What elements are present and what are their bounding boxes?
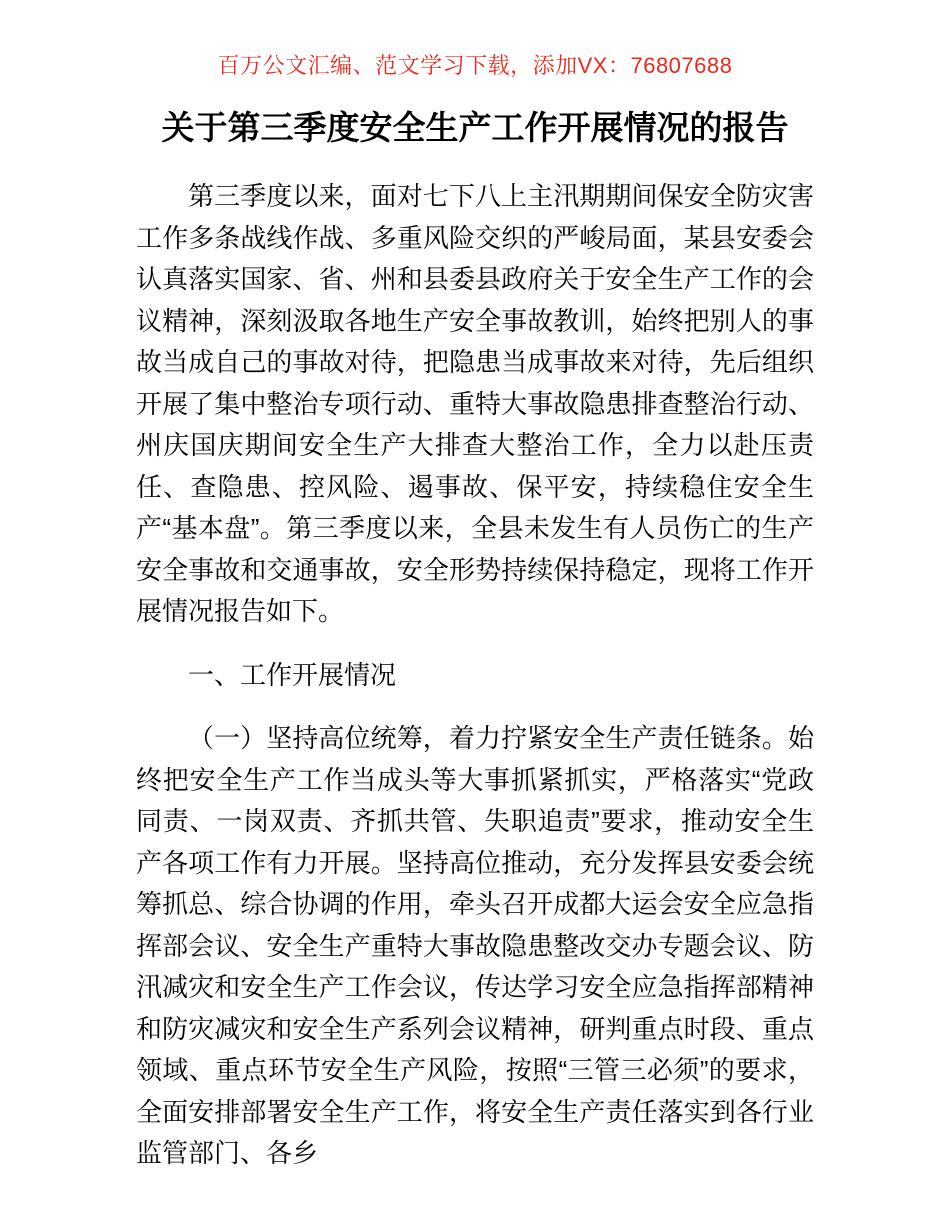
paragraph-section-1: （一）坚持高位统筹，着力拧紧安全生产责任链条。始终把安全生产工作当成头等大事抓紧抓实，严格落实“党政同责、一岗双责、齐抓共管、失职追责”要求，推动安全生产各项工作有力开展。坚持高位推动，充分发挥县安委会统筹抓总、综合协调的作用，牵头召开成都大运会安全应急指挥部会议、安全生产重特大事故隐患整改交办专题会议、防汛减灾和安全生产工作会议，传达学习安全应急指挥部精神和防灾减灾和安全生产系列会议精神，研判重点时段、重点领域、重点环节安全生产风险，按照“三管三必须”的要求，全面安排部署安全生产工作，将安全生产责任落实到各行业监管部门、各乡 — [136, 723, 814, 1168]
document-body — [136, 176, 814, 1175]
promo-banner: 百万公文汇编、范文学习下载，添加VX：76807688 — [217, 53, 733, 78]
section-heading: 一、工作开展情况 — [188, 659, 397, 690]
document-title: 关于第三季度安全生产工作开展情况的报告 — [161, 109, 789, 146]
paragraph-intro: 第三季度以来，面对七下八上主汛期期间保安全防灾害工作多条战线作战、多重风险交织的严峻局面，某县安委会认真落实国家、省、州和县委县政府关于安全生产工作的会议精神，深刻汲取各地生产安全事故教训，始终把别人的事故当成自己的事故对待，把隐患当成事故来对待，先后组织开展了集中整治专项行动、重特大事故隐患排查整治行动、州庆国庆期间安全生产大排查大整治工作，全力以赴压责任、查隐患、控风险、遏事故、保平安，持续稳住安全生产“基本盘”。第三季度以来，全县未发生有人员伤亡的生产安全事故和交通事故，安全形势持续保持稳定，现将工作开展情况报告如下。 — [136, 181, 814, 626]
